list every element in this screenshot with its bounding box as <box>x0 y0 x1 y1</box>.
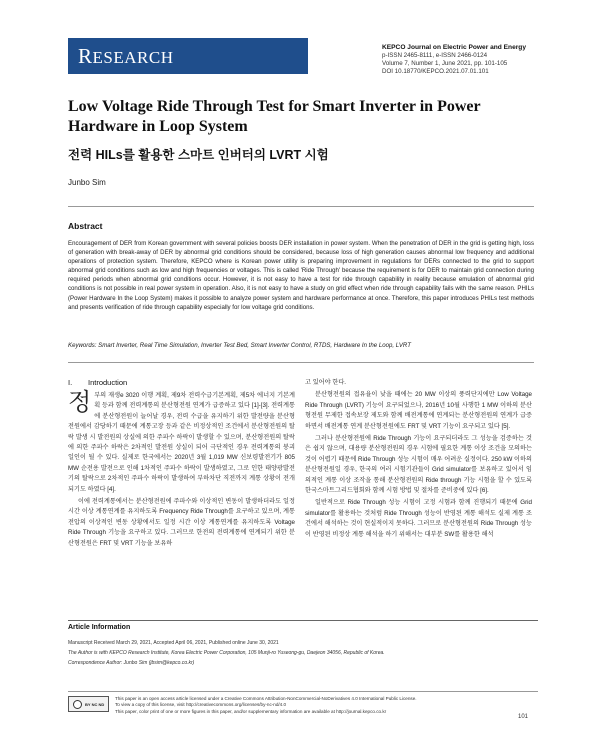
article-info <box>68 638 538 668</box>
abstract-body: Encouragement of DER from Korean government with several policies boosts DER installation in power system. When the penetration of DER in the grid is getting high, loss of generation with break-away of DER by abnormal grid conditions should be considered, because loss of high generation causes abnormal low frequency and additional operations of protection system. Therefore, KEPCO where is Korean power utility is preparing improvement in regulations for DERs connected to the grid to support abnormal grid conditions such as low and high frequencies or voltages. This is called 'Ride Through' because the requirement is for DER to maintain grid connection during required periods when abnormal grid conditions occur. However, it is not easy to have a test for ride through capability in reality because emulation of abnormal grid conditions is not possible in real power system in operation. Also, it is not easy to have a study on grid effect when ride through capability fails with the same reason. PHILs (Power Hardware In the Loop System) makes it possible to analyze power system and hardware performance at once. Therefore, this paper introduces PHILs test methods and presents verification of ride through capability especially for low voltage grid conditions. <box>68 240 534 311</box>
paper-title-english: Low Voltage Ride Through Test for Smart Inverter in Power Hardware in Loop System <box>68 98 481 135</box>
section-number: I. <box>68 378 73 387</box>
drop-cap: 정 <box>68 390 92 416</box>
paragraph: 고 있어야 한다. <box>305 379 347 386</box>
paragraph-text: 부의 재생e 3020 이행 계획, 제9차 전력수급기본계획, 제5차 에너지 기본계획 등과 함께 전력계통의 분산형전원 연계가 급증하고 있다 [1]-[3]. 전력계통에 분산형전원이 늘어날 경우, 전력 수급을 유지하기 위한 발전량을 분산형전원에서 감당하기 때문에 계통고장 등과 같은 비정상적인 조건에서 분산형전원의 탈락 발생 시 발전원의 상실에 의한 주파수 하락이 발생할 수 있으며, 분산형전원의 탈락에 의한 주파수 하락은 2차적인 발전원 상실이 되어 극단적인 경우 전력계통의 붕괴 일인이 될 수 있다. 실제로 한국에서는 2020년 3월 1,019 MW 신보령발전기가 805 MW 순전용 발전으로 인해 1차적인 주파수 하락이 발생하였고, 그로 인한 태양광발전기의 탈락으로 2차적인 주파수 하락이 발생하여 부하차단 직전까지 계통 상황이 전개되기도 하였다 [4]. <box>68 392 295 493</box>
research-rest: ESEARCH <box>92 48 174 67</box>
page-number: 101 <box>518 714 529 720</box>
journal-info <box>382 44 582 76</box>
paragraph: 이에 전력계통에서는 분산형전원에 주파수와 이상적인 변동이 발생하더라도 일정 시간 이상 계통연계를 유지하도록 Frequency Ride Through를 요구하고 있으며, 계통 전압의 이상적인 변동 상황에서도 일정 시간 이상 계통연계를 유지하도록 Voltage Ride Through 기능을 요구하고 있다. 그러므로 한전의 전력계통에 연계되기 위한 분산형전원은 FRT 및 VRT 기능을 보유하 <box>68 498 295 547</box>
cc-icon <box>73 700 82 709</box>
research-initial: R <box>78 44 93 68</box>
paragraph: 분산형전원의 접유율이 낮을 때에는 20 MW 이상의 풍력단지에만 Low Voltage Ride Through (LVRT) 기능이 요구되었으나, 2016년 10월 사행한 1 MW 이하의 분산형전원 무제한 접속보장 제도와 함께 배전계통에 연계되는 분산형전원의 연계가 급증하면서 배전계통 연계 분산형전원에도 FRT 및 VRT 기능이 요구되고 있다 [5]. <box>305 391 532 430</box>
cc-license-badge <box>68 696 109 712</box>
license-text <box>115 696 535 715</box>
author-affiliation: The Author is with KEPCO Research Institute, Korea Electric Power Corporation, 105 Munji-ro Yuseong-gu, Daejeon 34056, Republic of Korea. <box>68 650 385 656</box>
journal-doi: DOI 10.18770/KEPCO.2021.07.01.101 <box>382 68 489 75</box>
abstract-heading: Abstract <box>68 221 103 231</box>
divider-top <box>68 206 534 207</box>
section-title: Introduction <box>88 378 128 387</box>
divider-abstract <box>68 362 534 363</box>
divider-license <box>68 691 538 692</box>
cc-badge-label: BY NC ND <box>85 701 105 707</box>
author-name: Junbo Sim <box>68 178 106 187</box>
right-column <box>305 378 532 542</box>
keywords: Keywords: Smart Inverter, Real Time Simulation, Inverter Test Bed, Smart Inverter Control, RTDS, Hardware In the Loop, LVRT <box>68 342 411 349</box>
license-line: This paper is an open access article licensed under a Creative Commons Attribution-NonCommercial-NoDerivatives 4.0 International Public License. <box>115 696 417 701</box>
license-line: This paper, color print of one or more figures in this paper, and/or supplementary information are available at http://journal.kepco.co.kr <box>115 708 387 714</box>
header <box>0 0 600 80</box>
journal-name: KEPCO Journal on Electric Power and Energy <box>382 44 527 51</box>
paper-title-korean: 전력 HILs를 활용한 스마트 인버터의 LVRT 시험 <box>68 148 329 162</box>
research-banner <box>68 38 308 74</box>
divider-article-info <box>68 620 538 621</box>
paragraph: 일반적으로 Ride Through 성능 시험이 고정 시험과 함께 진행되기 때문에 Grid simulator를 활용하는 것처럼 Ride Through 성능이 반영된 계통 해석도 실제 계통 조건에서 해석하는 것이 현실적이지 못하다. 그러므로 분산형전원의 Ride Through 성능이 반영된 비정상 계통 해석을 하기 위해서는 대부분 SW를 활용한 해석 <box>305 499 532 538</box>
article-info-heading: Article Information <box>68 624 131 631</box>
license-line: To view a copy of this license, visit http://creativecommons.org/licenses/by-nc-nd/4.0 <box>115 702 287 708</box>
section-heading <box>68 378 127 387</box>
left-column <box>68 391 295 551</box>
journal-volume: Volume 7, Number 1, June 2021, pp. 101-105 <box>382 60 508 67</box>
paragraph <box>68 391 295 495</box>
manuscript-dates: Manuscript Received March 29, 2021, Accepted April 06, 2021, Published online June 30, 2021 <box>68 640 279 646</box>
correspondence: Correspondence Author: Junbo Sim (jbsim@kepco.co.kr) <box>68 660 195 666</box>
journal-issn: p-ISSN 2465-8111, e-ISSN 2466-0124 <box>382 52 488 59</box>
paragraph: 그러나 분산형전원에 Ride Through 기능이 요구되더라도 그 성능을 검증하는 것은 쉽지 않으며, 대용량 분산형전원의 경우 시험에 필요한 계통 이상 조건을 모의하는 것이 어렵기 때문에 Ride Through 성능 시험이 매우 어려운 실정이다. 250 kW 이하의 분산형전원일 경우, 한국의 여러 시험기관들이 Grid simulator를 보유하고 있어서 임의적인 계통 이상 조작을 통해 분산형전원의 Ride through 기능 시험을 할 수 있도록 한국스마트그리드협회와 함께 시험 방법 및 절차를 준비중에 있다 [6]. <box>305 435 532 495</box>
